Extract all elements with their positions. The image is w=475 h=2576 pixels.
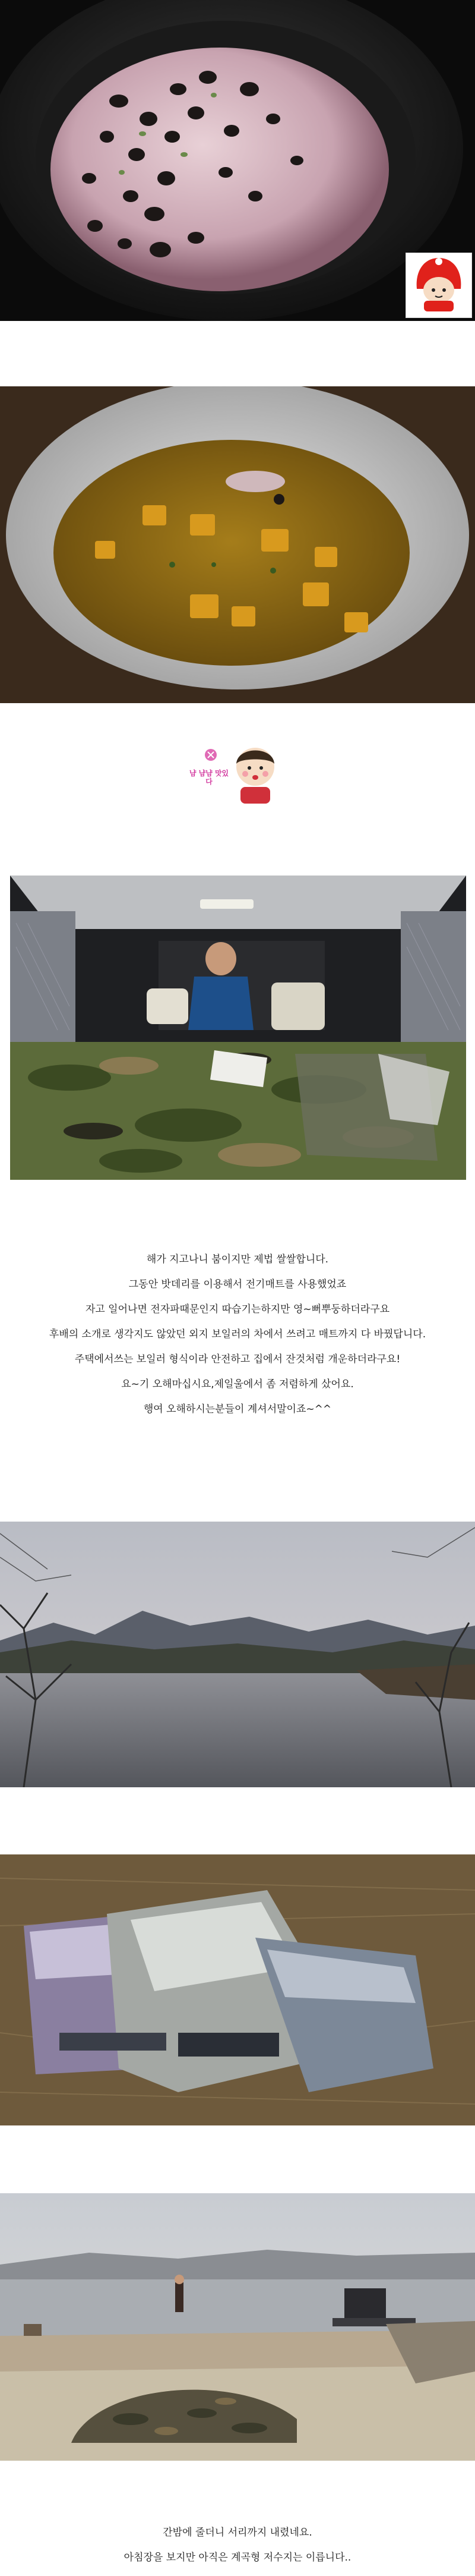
photo-rice-pot [0, 0, 475, 321]
text-line: 후배의 소개로 생각지도 않았던 외지 보일러의 차에서 쓰려고 매트까지 다 바꿨답니다. [49, 1328, 426, 1340]
text-line: 해가 지고나니 붐이지만 제법 쌀쌀합니다. [146, 1254, 329, 1265]
photo-frost-bags [0, 1854, 475, 2125]
girl-eating-sticker [181, 737, 288, 808]
photo-morning-fishing [0, 2193, 475, 2461]
text-line: 요~기 오해마십시요,제일울에서 좀 저렴하게 샀어요. [121, 1378, 354, 1390]
sticker-caption: 냠 냠냠 맛있다 [189, 769, 229, 786]
text-line: 행여 오해하시는분들이 계셔서말이죠~^^ [143, 1403, 332, 1415]
paragraph-van-boiler [0, 1247, 475, 1422]
text-line: 간밤에 줄더니 서리까지 내렸네요. [163, 2527, 312, 2539]
red-hood-character-icon [406, 253, 471, 317]
paragraph-frost-morning [0, 2520, 475, 2570]
text-line: 자고 일어나면 전자파때문인지 따습기는하지만 영~뻐뿌둥하더라구요 [85, 1303, 390, 1315]
logo [406, 253, 472, 318]
photo-van-interior [10, 876, 466, 1180]
photo-curry-bowl [0, 386, 475, 703]
text-line: 아침장을 보지만 아직은 계곡형 저수지는 이릅니다.. [124, 2552, 352, 2564]
text-line: 그동안 밧데리를 이용해서 전기매트를 사용했었죠 [128, 1278, 347, 1290]
photo-reservoir-dusk [0, 1522, 475, 1787]
text-line: 주택에서쓰는 보일러 형식이라 안전하고 집에서 잔것처럼 개운하더라구요! [74, 1353, 401, 1365]
